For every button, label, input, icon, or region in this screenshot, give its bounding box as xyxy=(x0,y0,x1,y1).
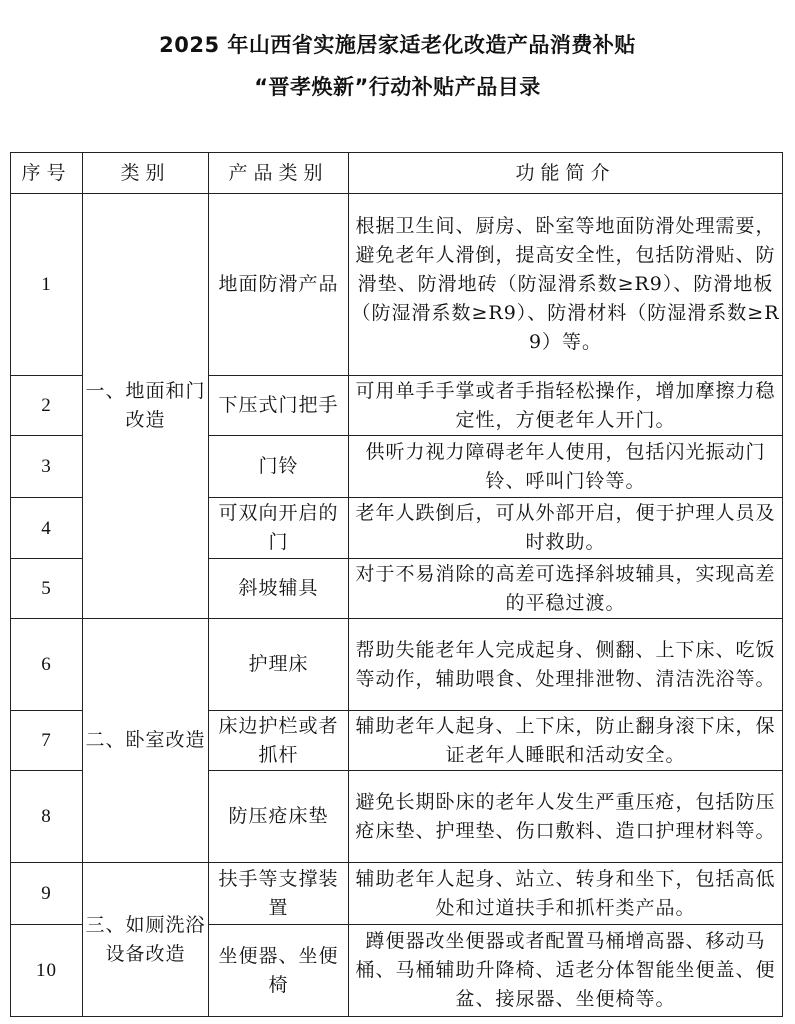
table-row xyxy=(11,194,783,376)
function-description: 辅助老年人起身、上下床，防止翻身滚下床，保证老年人睡眠和活动安全。 xyxy=(349,711,783,771)
category-cell: 一、地面和门改造 xyxy=(83,194,209,619)
row-number: 3 xyxy=(11,436,83,498)
function-description: 可用单手手掌或者手指轻松操作，增加摩擦力稳定性，方便老年人开门。 xyxy=(349,376,783,436)
product-type: 坐便器、坐便椅 xyxy=(209,925,349,1017)
row-number: 4 xyxy=(11,498,83,559)
document-title: 2025 年山西省实施居家适老化改造产品消费补贴 xyxy=(159,33,636,57)
category-cell: 二、卧室改造 xyxy=(83,619,209,863)
function-description: 帮助失能老年人完成起身、侧翻、上下床、吃饭等动作，辅助喂食、处理排泄物、清洁洗浴等。 xyxy=(349,619,783,711)
document-subtitle: “晋孝焕新”行动补贴产品目录 xyxy=(254,75,541,99)
product-type: 床边护栏或者抓杆 xyxy=(209,711,349,771)
table-row xyxy=(11,863,783,925)
product-type: 门铃 xyxy=(209,436,349,498)
function-description: 老年人跌倒后，可从外部开启，便于护理人员及时救助。 xyxy=(349,498,783,559)
product-type: 护理床 xyxy=(209,619,349,711)
category-cell: 三、如厕洗浴设备改造 xyxy=(83,863,209,1017)
product-type: 可双向开启的门 xyxy=(209,498,349,559)
row-number: 8 xyxy=(11,771,83,863)
product-type: 地面防滑产品 xyxy=(209,194,349,376)
row-number: 6 xyxy=(11,619,83,711)
function-description: 对于不易消除的高差可选择斜坡辅具，实现高差的平稳过渡。 xyxy=(349,559,783,619)
function-description: 供听力视力障碍老年人使用，包括闪光振动门铃、呼叫门铃等。 xyxy=(349,436,783,498)
function-description: 避免长期卧床的老年人发生严重压疮，包括防压疮床垫、护理垫、伤口敷料、造口护理材料等。 xyxy=(349,771,783,863)
header-num: 序号 xyxy=(11,153,83,194)
header-product: 产品类别 xyxy=(209,153,349,194)
product-type: 斜坡辅具 xyxy=(209,559,349,619)
function-description: 蹲便器改坐便器或者配置马桶增高器、移动马桶、马桶辅助升降椅、适老分体智能坐便盖、便盆、接尿器、坐便椅等。 xyxy=(349,925,783,1017)
header-category: 类别 xyxy=(83,153,209,194)
row-number: 7 xyxy=(11,711,83,771)
product-type: 扶手等支撑装置 xyxy=(209,863,349,925)
table-row xyxy=(11,619,783,711)
row-number: 1 xyxy=(11,194,83,376)
row-number: 2 xyxy=(11,376,83,436)
function-description: 根据卫生间、厨房、卧室等地面防滑处理需要，避免老年人滑倒，提高安全性，包括防滑贴、防滑垫、防滑地砖（防湿滑系数≥R9）、防滑地板（防湿滑系数≥R9）、防滑材料（防湿滑系数≥R9）等。 xyxy=(349,194,783,376)
subsidy-product-table xyxy=(10,152,783,1017)
row-number: 10 xyxy=(11,925,83,1017)
header-description: 功能简介 xyxy=(349,153,783,194)
row-number: 5 xyxy=(11,559,83,619)
product-type: 防压疮床垫 xyxy=(209,771,349,863)
function-description: 辅助老年人起身、站立、转身和坐下，包括高低处和过道扶手和抓杆类产品。 xyxy=(349,863,783,925)
row-number: 9 xyxy=(11,863,83,925)
product-type: 下压式门把手 xyxy=(209,376,349,436)
table-header-row xyxy=(11,153,783,194)
